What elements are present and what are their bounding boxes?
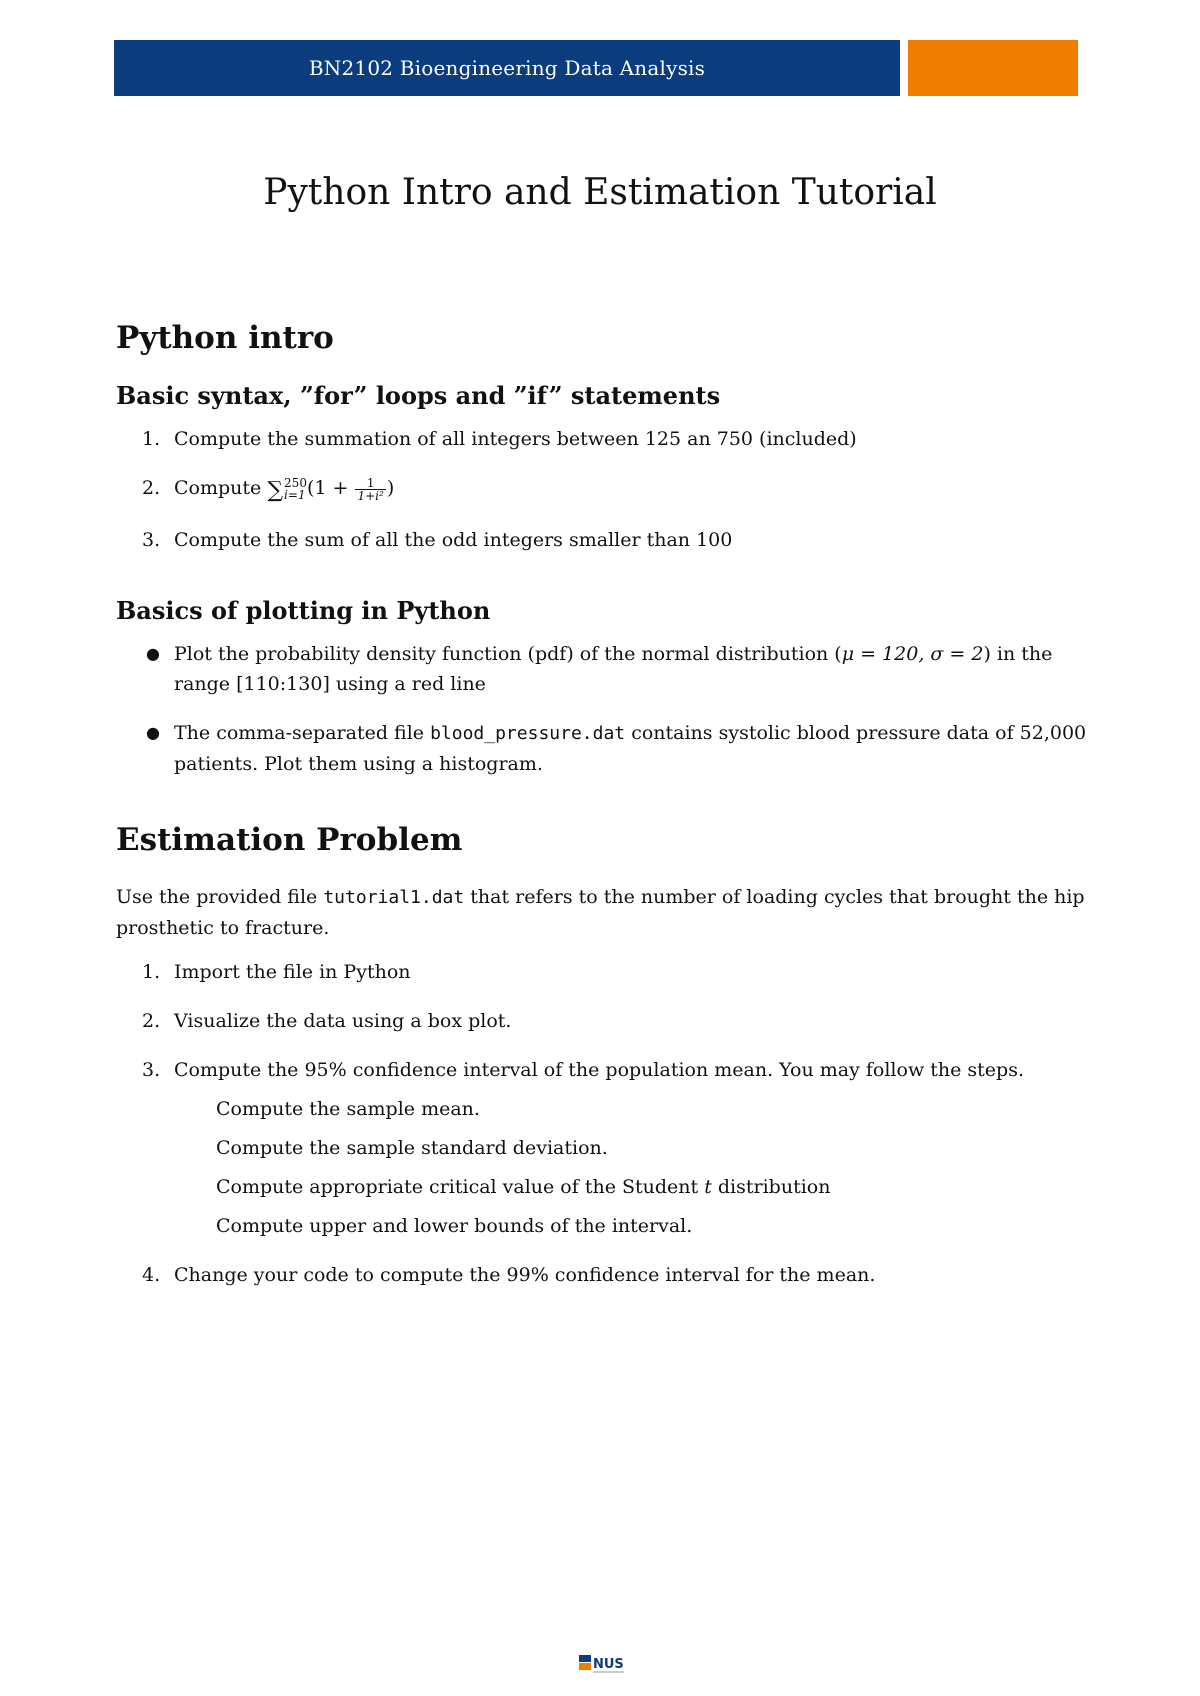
filename-tutorial1: tutorial1.dat [323, 887, 465, 908]
estimation-list [116, 957, 1101, 1290]
estimation-intro [116, 882, 1101, 943]
bullet: ● [146, 644, 160, 663]
fraction-denominator: 1+i² [357, 488, 384, 503]
header-bar [114, 40, 900, 96]
bullet-text-before: The comma-separated file [174, 722, 431, 744]
list-item [116, 957, 1101, 987]
plotting-list [116, 639, 1101, 779]
list-item-text: Compute the sum of all the odd integers smaller than 100 [174, 529, 733, 551]
bullet-text-after: contains systolic blood pressure data of 52,000 patients. Plot them using a histogram. [174, 722, 1087, 775]
subsection-heading-basic-syntax: Basic syntax, ”for” loops and ”if” statements [116, 381, 721, 410]
step-item: Compute the sample mean. [216, 1098, 480, 1120]
fraction-numerator: 1 [355, 477, 385, 490]
distribution-parameters: μ = 120, σ = 2 [841, 643, 984, 665]
bullet-text-after: ) in the range [110:130] using a red line [174, 643, 1053, 695]
fraction [355, 477, 385, 502]
list-item [116, 1006, 1101, 1036]
formula-close: ) [386, 477, 395, 499]
formula-open: (1 + [306, 477, 349, 499]
section-heading-python-intro: Python intro [116, 320, 334, 356]
list-number: 1. [142, 428, 161, 450]
intro-text-after: that refers to the number of loading cycles that brought the hip prosthetic to fracture. [116, 886, 1085, 939]
list-number: 2. [142, 477, 161, 499]
step-item: Compute upper and lower bounds of the interval. [216, 1215, 693, 1237]
list-item-text: Change your code to compute the 99% confidence interval for the mean. [174, 1264, 876, 1286]
list-item-text: Import the file in Python [174, 961, 411, 983]
step-text-after: distribution [711, 1176, 831, 1198]
list-item-text: Compute [174, 477, 262, 499]
list-item-text: Compute the 95% confidence interval of the population mean. You may follow the steps. [174, 1059, 1024, 1081]
bullet-text-before: Plot the probability density function (pdf) of the normal distribution ( [174, 643, 842, 665]
list-item-text: Compute the summation of all integers between 125 an 750 (included) [174, 428, 857, 450]
section-heading-estimation: Estimation Problem [116, 822, 463, 858]
list-item [116, 1260, 1101, 1290]
nus-logo [578, 1652, 628, 1676]
list-item [116, 424, 1101, 454]
list-item [116, 1055, 1101, 1241]
step-item: Compute the sample standard deviation. [216, 1137, 608, 1159]
intro-text-before: Use the provided file [116, 886, 324, 908]
sum-lower-limit: i=1 [284, 488, 306, 502]
filename-blood-pressure: blood_pressure.dat [430, 723, 626, 744]
list-number: 3. [142, 1059, 161, 1081]
sum-upper-limit: 250 [284, 476, 307, 490]
bullet: ● [146, 723, 160, 742]
document-body [116, 318, 1101, 1309]
student-t-variable: t [704, 1176, 712, 1198]
header-accent-block [908, 40, 1078, 96]
step-text: Compute appropriate critical value of the Student [216, 1176, 699, 1198]
nus-logo-text: NUS [593, 1657, 624, 1672]
nus-logo-mark [578, 1652, 628, 1676]
confidence-interval-steps [174, 1094, 1101, 1241]
subsection-heading-plotting: Basics of plotting in Python [116, 596, 491, 625]
list-item [116, 473, 1101, 506]
list-item [116, 718, 1101, 779]
list-number: 3. [142, 529, 161, 551]
header-title: BN2102 Bioengineering Data Analysis [308, 56, 706, 80]
list-item-text: Visualize the data using a box plot. [174, 1010, 512, 1032]
list-number: 4. [142, 1264, 161, 1286]
sum-symbol: ∑ [267, 478, 284, 503]
list-number: 1. [142, 961, 161, 983]
list-item [116, 525, 1101, 555]
list-number: 2. [142, 1010, 161, 1032]
document-title: Python Intro and Estimation Tutorial [263, 172, 937, 213]
step-item [174, 1172, 1101, 1202]
sum-limits [284, 477, 307, 501]
summation-formula [267, 475, 395, 503]
list-item [116, 639, 1101, 699]
basic-syntax-list [116, 424, 1101, 555]
